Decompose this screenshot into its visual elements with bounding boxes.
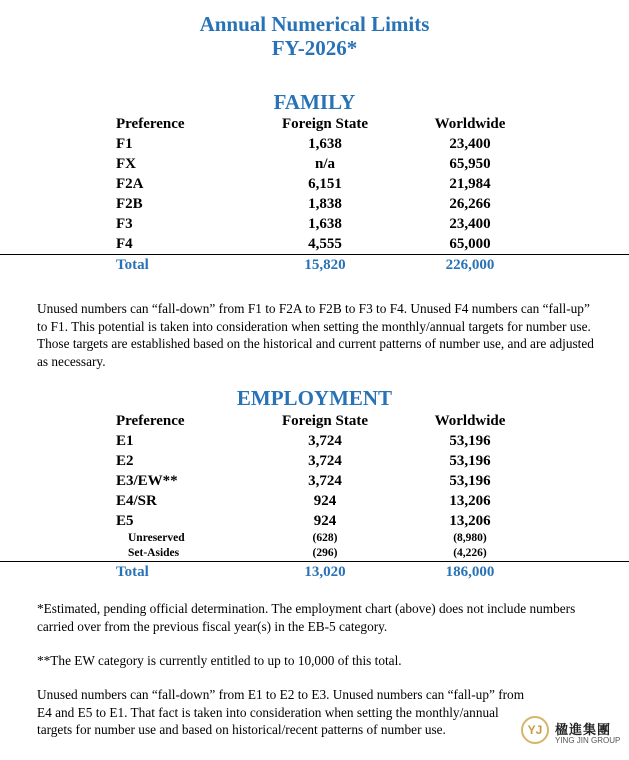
row-world: 65,950 xyxy=(449,156,491,172)
employment-heading: EMPLOYMENT xyxy=(236,386,393,410)
row-foreign: 3,724 xyxy=(308,473,342,489)
row-foreign: 1,638 xyxy=(308,136,342,152)
header-worldwide: Worldwide xyxy=(434,116,506,132)
row-world: 21,984 xyxy=(449,176,491,192)
row-foreign: 1,638 xyxy=(308,216,342,232)
table-row xyxy=(0,491,629,511)
header-worldwide: Worldwide xyxy=(434,413,506,429)
row-world: 53,196 xyxy=(449,453,491,469)
row-foreign: 3,724 xyxy=(308,433,342,449)
header-preference: Preference xyxy=(116,413,185,429)
header-foreign-state: Foreign State xyxy=(282,116,368,132)
total-foreign: 15,820 xyxy=(304,257,346,273)
row-world: 26,266 xyxy=(449,196,491,212)
row-world: 13,206 xyxy=(449,493,491,509)
page-title: Annual Numerical Limits xyxy=(199,12,430,36)
family-header-row xyxy=(0,114,629,134)
row-pref: E5 xyxy=(116,513,134,529)
row-pref: E4/SR xyxy=(116,493,157,509)
row-pref: F2B xyxy=(116,196,143,212)
subrow-world: (4,226) xyxy=(453,547,487,559)
row-foreign: 3,724 xyxy=(308,453,342,469)
logo-chinese-text: 楹進集團 xyxy=(555,722,612,737)
company-logo xyxy=(521,710,625,752)
employment-table xyxy=(0,411,629,582)
row-foreign: 1,838 xyxy=(308,196,342,212)
total-label: Total xyxy=(116,564,149,580)
table-row xyxy=(0,134,629,154)
subrow-pref: Unreserved xyxy=(128,532,185,544)
page-subtitle: FY-2026* xyxy=(271,36,358,60)
subrow-pref: Set-Asides xyxy=(128,547,180,559)
total-world: 226,000 xyxy=(445,257,495,273)
row-world: 23,400 xyxy=(449,216,491,232)
table-row xyxy=(0,471,629,491)
row-foreign: 924 xyxy=(313,493,337,509)
table-row xyxy=(0,154,629,174)
row-pref: F2A xyxy=(116,176,144,192)
row-pref: F1 xyxy=(116,136,133,152)
row-world: 13,206 xyxy=(449,513,491,529)
total-foreign: 13,020 xyxy=(304,564,346,580)
table-subrow xyxy=(0,531,629,546)
subrow-foreign: (296) xyxy=(312,547,338,559)
row-pref: E1 xyxy=(116,433,134,449)
family-total-row xyxy=(0,254,629,275)
header-preference: Preference xyxy=(116,116,185,132)
logo-mark-icon: YJ xyxy=(521,716,549,744)
row-world: 23,400 xyxy=(449,136,491,152)
row-pref: E3/EW** xyxy=(116,473,178,489)
table-row xyxy=(0,451,629,471)
table-row xyxy=(0,431,629,451)
row-world: 53,196 xyxy=(449,433,491,449)
total-world: 186,000 xyxy=(445,564,495,580)
family-note: Unused numbers can “fall-down” from F1 to F2A to F2B to F3 to F4. Unused F4 numbers can “fall-up” to F1. This potential is taken into consideration when setting the monthly/annual targets for number use. Those targets are established based on the historical and current patterns of number use, and are adjusted as necessary. xyxy=(37,301,594,369)
row-foreign: 6,151 xyxy=(308,176,342,192)
row-pref: FX xyxy=(116,156,136,172)
logo-english-text: YING JIN GROUP xyxy=(555,736,621,745)
subrow-world: (8,980) xyxy=(453,532,487,544)
table-row xyxy=(0,194,629,214)
table-row xyxy=(0,234,629,254)
row-world: 53,196 xyxy=(449,473,491,489)
employment-header-row xyxy=(0,411,629,431)
total-label: Total xyxy=(116,257,149,273)
employment-note: Unused numbers can “fall-down” from E1 to E2 to E3. Unused numbers can “fall-up” from E4 and E5 to E1. That fact is taken into consideration when setting the monthly/annual targets for number use and based on historical/recent patterns of number use. xyxy=(37,687,525,737)
row-foreign: n/a xyxy=(314,156,335,172)
row-pref: E2 xyxy=(116,453,134,469)
subrow-foreign: (628) xyxy=(312,532,338,544)
employment-total-row xyxy=(0,561,629,582)
footnote-estimated: *Estimated, pending official determination. The employment chart (above) does not include numbers carried over from the previous fiscal year(s) in the EB-5 category. xyxy=(37,601,576,634)
table-row xyxy=(0,174,629,194)
table-row xyxy=(0,214,629,234)
header-foreign-state: Foreign State xyxy=(282,413,368,429)
row-pref: F4 xyxy=(116,236,133,252)
row-world: 65,000 xyxy=(449,236,491,252)
footnote-ew: **The EW category is currently entitled to up to 10,000 of this total. xyxy=(37,653,402,668)
table-row xyxy=(0,511,629,531)
row-foreign: 924 xyxy=(313,513,337,529)
row-pref: F3 xyxy=(116,216,133,232)
family-table xyxy=(0,114,629,275)
table-subrow xyxy=(0,546,629,561)
family-heading: FAMILY xyxy=(273,90,356,114)
row-foreign: 4,555 xyxy=(308,236,342,252)
